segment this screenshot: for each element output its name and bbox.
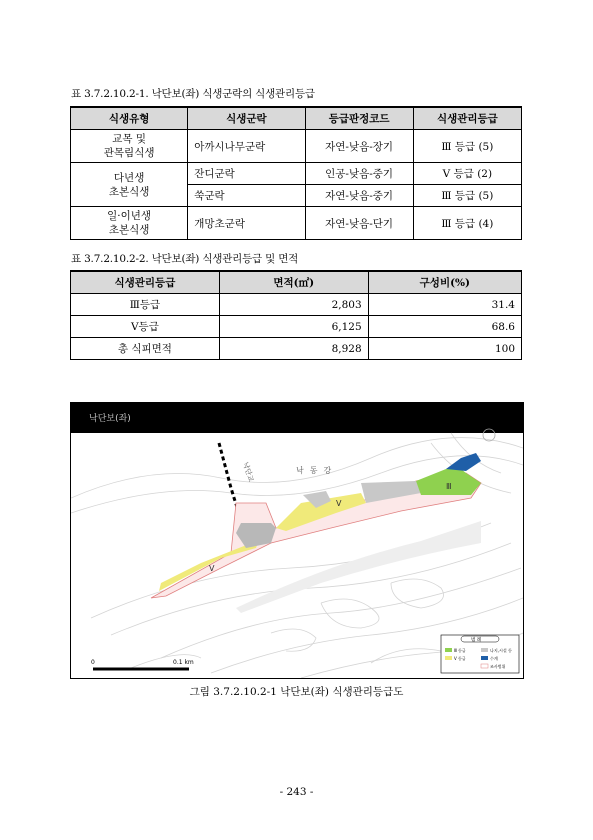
table-row xyxy=(71,338,522,360)
vegetation-type-line: 일·이년생 xyxy=(107,210,152,222)
vegetation-type-cell xyxy=(71,130,188,163)
community-cell: 아까시나무군락 xyxy=(188,130,305,163)
grade-cell: Ⅴ 등급 (2) xyxy=(413,163,521,185)
vegetation-type-line: 초본식생 xyxy=(108,224,150,236)
scale-start-label: 0 xyxy=(91,659,95,666)
zone-label: Ⅴ xyxy=(209,564,215,573)
legend-label: Ⅲ 등급 xyxy=(454,648,466,653)
page-number: - 243 - xyxy=(279,786,314,798)
vegetation-type-line: 관목림식생 xyxy=(103,147,155,159)
grade-cell: Ⅴ등급 xyxy=(71,316,220,338)
community-cell: 개망초군락 xyxy=(188,207,305,240)
vegetation-type-cell xyxy=(71,163,188,207)
code-cell: 자연-낮음-장기 xyxy=(305,130,413,163)
map-drawing xyxy=(71,403,523,678)
community-cell: 쑥군락 xyxy=(188,185,305,207)
column-header: 식생군락 xyxy=(188,107,305,130)
grade-cell: Ⅲ 등급 (5) xyxy=(413,130,521,163)
table-row xyxy=(71,207,522,240)
ratio-cell: 68.6 xyxy=(368,316,521,338)
ratio-cell: 100 xyxy=(368,338,521,360)
legend-label: 수계 xyxy=(490,656,498,661)
code-cell: 자연-낮음-단기 xyxy=(305,207,413,240)
legend-label: Ⅴ 등급 xyxy=(454,656,466,661)
vegetation-type-line: 교목 및 xyxy=(112,133,147,145)
legend-swatch-grade-iii xyxy=(445,648,452,652)
table-row xyxy=(71,316,522,338)
legend-swatch-water xyxy=(481,656,488,660)
map-legend xyxy=(441,635,519,673)
grade-cell: Ⅲ 등급 (4) xyxy=(413,207,521,240)
area-cell: 2,803 xyxy=(219,294,368,316)
management-grade-area-table xyxy=(70,270,522,360)
legend-title: 범 례 xyxy=(471,638,482,643)
column-header: 구성비(%) xyxy=(368,271,521,294)
ratio-cell: 31.4 xyxy=(368,294,521,316)
table-row xyxy=(71,163,522,185)
figure-caption: 그림 3.7.2.10.2-1 낙단보(좌) 식생관리등급도 xyxy=(189,686,404,698)
table-row xyxy=(71,294,522,316)
vegetation-grade-map xyxy=(70,402,524,679)
zone-label: Ⅴ xyxy=(336,499,342,508)
legend-label: 나지,시설 등 xyxy=(490,648,512,653)
column-header: 등급판정코드 xyxy=(305,107,413,130)
vegetation-type-cell xyxy=(71,207,188,240)
zone-label: Ⅲ xyxy=(446,482,452,491)
vegetation-community-table xyxy=(70,106,522,240)
table2-caption: 표 3.7.2.10.2-2. 낙단보(좌) 식생관리등급 및 면적 xyxy=(71,253,299,265)
code-cell: 인공-낮음-중기 xyxy=(305,163,413,185)
legend-label: 조사범위 xyxy=(490,664,506,669)
column-header: 식생관리등급 xyxy=(413,107,521,130)
column-header: 면적(㎡) xyxy=(219,271,368,294)
table1-caption: 표 3.7.2.10.2-1. 낙단보(좌) 식생군락의 식생관리등급 xyxy=(71,88,315,100)
grade-cell: Ⅲ등급 xyxy=(71,294,220,316)
code-cell: 자연-낮음-중기 xyxy=(305,185,413,207)
grade-cell: 총 식피면적 xyxy=(71,338,220,360)
vegetation-type-line: 다년생 xyxy=(113,171,145,184)
area-cell: 6,125 xyxy=(219,316,368,338)
legend-swatch-grade-v xyxy=(445,656,452,660)
community-cell: 잔디군락 xyxy=(188,163,305,185)
map-header-label: 낙단보(좌) xyxy=(89,414,131,424)
scale-end-label: 0.1 km xyxy=(173,659,194,666)
column-header: 식생유형 xyxy=(71,107,188,130)
vegetation-type-line: 초본식생 xyxy=(108,185,150,198)
north-arrow-icon xyxy=(483,429,495,441)
grade-cell: Ⅲ 등급 (5) xyxy=(413,185,521,207)
legend-swatch-bare xyxy=(481,648,488,652)
column-header: 식생관리등급 xyxy=(71,271,220,294)
road-label: 낙단교 xyxy=(241,461,255,483)
river-label: 낙동강 xyxy=(296,466,338,475)
area-cell: 8,928 xyxy=(219,338,368,360)
table-row xyxy=(71,130,522,163)
legend-swatch-survey xyxy=(481,664,488,668)
table-header-row xyxy=(71,271,522,294)
table-header-row xyxy=(71,107,522,130)
